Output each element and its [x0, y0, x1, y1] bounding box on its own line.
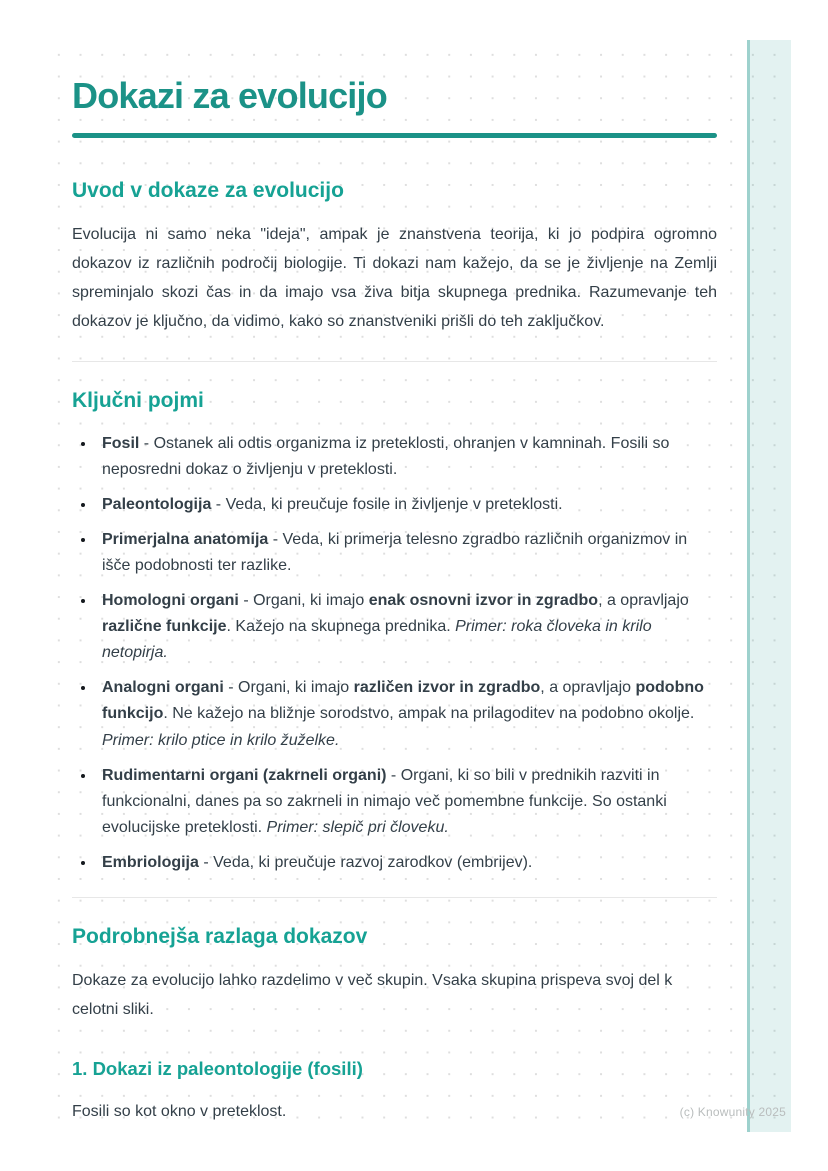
copyright-footer: (c) Knowunity 2025	[679, 1105, 786, 1119]
section-heading-key-terms: Ključni pojmi	[72, 388, 204, 412]
list-item-analogni-organi: • Analogni organi - Organi, ki imajo različen izvor in zgradbo, a opravljajo podobno funkcijo. Ne kažejo na bližnje sorodstvo, ampak na prilagoditev na podobno okolje. Primer: krilo ptice in krilo žuželke.	[96, 675, 717, 753]
key-terms-list	[72, 431, 717, 876]
list-item-fosil: • Fosil - Ostanek ali odtis organizma iz preteklosti, ohranjen v kamninah. Fosili so neposredni dokaz o življenju v preteklosti.	[96, 431, 717, 483]
list-item-rudimentarni-organi: • Rudimentarni organi (zakrneli organi) - Organi, ki so bili v prednikih razviti in funkcionalni, danes pa so zakrneli in nimajo več pomembne funkcije. So ostanki evolucijske preteklosti. Primer: slepič pri človeku.	[96, 763, 717, 841]
title-underline	[72, 133, 717, 138]
list-item-primerjalna-anatomija: • Primerjalna anatomija - Veda, ki primerja telesno zgradbo različnih organizmov in išče podobnosti ter razlike.	[96, 527, 717, 579]
intro-paragraph: Evolucija ni samo neka "ideja", ampak je znanstvena teorija, ki jo podpira ogromno dokazov iz različnih področij biologije. Ti dokazi nam kažejo, da se je življenje na Zemlji spreminjalo skozi čas in da imajo vsa živa bitja skupnega prednika. Razumevanje teh dokazov je ključno, da vidimo, kako so znanstveniki prišli do teh zaključkov.	[72, 226, 717, 330]
list-item-paleontologija: • Paleontologija - Veda, ki preučuje fosile in življenje v preteklosti.	[96, 492, 717, 518]
section-heading-details: Podrobnejša razlaga dokazov	[72, 924, 368, 948]
document-content	[45, 40, 791, 1127]
paleontology-paragraph: Fosili so kot okno v preteklost.	[72, 1102, 287, 1120]
details-paragraph: Dokaze za evolucijo lahko razdelimo v več skupin. Vsaka skupina prispeva svoj del k celotni sliki.	[72, 972, 673, 1018]
section-divider	[72, 897, 717, 898]
section-heading-intro: Uvod v dokaze za evolucijo	[72, 179, 344, 203]
document-page	[45, 40, 791, 1132]
list-item-homologni-organi: • Homologni organi - Organi, ki imajo enak osnovni izvor in zgradbo, a opravljajo različne funkcije. Kažejo na skupnega prednika. Primer: roka človeka in krilo netopirja.	[96, 588, 717, 666]
list-item-embriologija: • Embriologija - Veda, ki preučuje razvoj zarodkov (embrijev).	[96, 850, 717, 876]
page-title: Dokazi za evolucijo	[72, 75, 387, 116]
section-divider	[72, 361, 717, 362]
subsection-heading-paleontology: 1. Dokazi iz paleontologije (fosili)	[72, 1057, 363, 1079]
